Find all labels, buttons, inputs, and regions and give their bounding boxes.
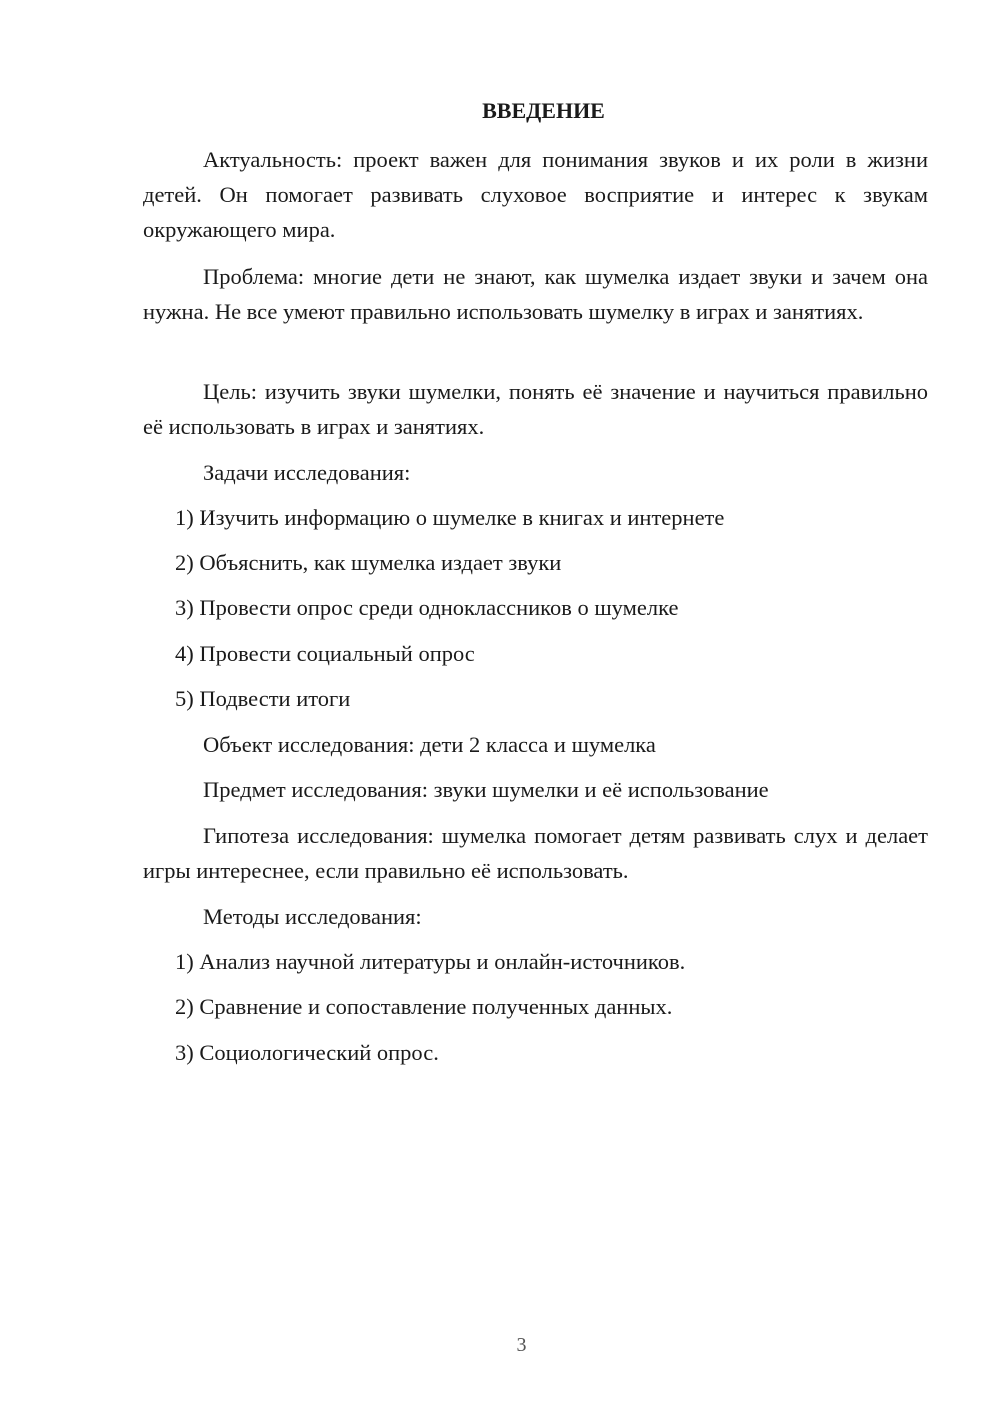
task-item: 5) Подвести итоги <box>175 686 351 711</box>
page-number: 3 <box>516 1334 527 1356</box>
task-item: 2) Объяснить, как шумелка издает звуки <box>175 550 562 575</box>
task-item: 3) Провести опрос среди одноклассников о шумелке <box>175 595 679 620</box>
tasks-heading: Задачи исследования: <box>203 460 411 485</box>
task-item: 1) Изучить информацию о шумелке в книгах и интернете <box>175 505 725 530</box>
relevance-paragraph: Актуальность: проект важен для понимания звуков и их роли в жизни детей. Он помогает развивать слуховое восприятие и интерес к звукам окружающего мира. <box>143 147 928 242</box>
problem-paragraph: Проблема: многие дети не знают, как шумелка издает звуки и зачем она нужна. Не все умеют правильно использовать шумелку в играх и занятиях. <box>143 264 928 324</box>
document-page <box>143 0 928 1414</box>
methods-heading: Методы исследования: <box>203 904 422 929</box>
subject-line: Предмет исследования: звуки шумелки и её использование <box>203 777 769 802</box>
section-title: ВВЕДЕНИЕ <box>482 98 605 123</box>
method-item: 2) Сравнение и сопоставление полученных данных. <box>175 994 673 1019</box>
goal-paragraph: Цель: изучить звуки шумелки, понять её значение и научиться правильно её использовать в играх и занятиях. <box>143 379 928 439</box>
method-item: 1) Анализ научной литературы и онлайн-источников. <box>175 949 686 974</box>
hypothesis-paragraph: Гипотеза исследования: шумелка помогает детям развивать слух и делает игры интереснее, если правильно её использовать. <box>143 823 928 883</box>
task-item: 4) Провести социальный опрос <box>175 641 475 666</box>
method-item: 3) Социологический опрос. <box>175 1040 439 1065</box>
object-line: Объект исследования: дети 2 класса и шумелка <box>203 732 656 757</box>
